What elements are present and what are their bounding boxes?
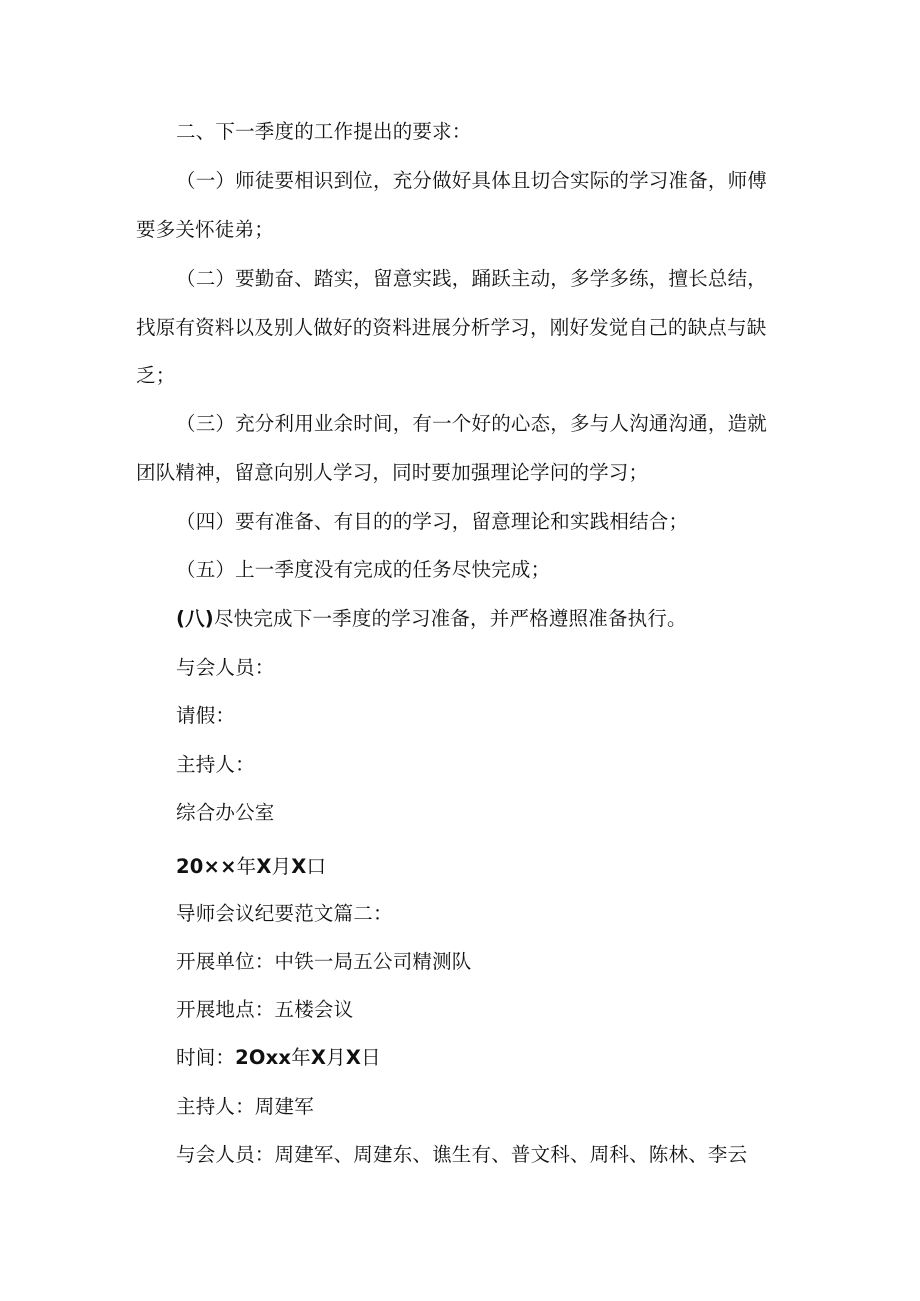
unit-line: 开展单位：中铁一局五公司精测队: [176, 950, 472, 973]
time-month: X: [310, 1046, 327, 1069]
time-day: X: [345, 1046, 362, 1069]
attendees-label: 与会人员：: [176, 656, 275, 679]
attendees2-line: 与会人员：周建军、周建东、谯生有、普文科、周科、陈林、李云: [176, 1143, 748, 1166]
item-2-line-3: 乏；: [136, 364, 176, 387]
date-line-1: [176, 853, 326, 881]
item-2-line-2: 找原有资料以及别人做好的资料进展分析学习，刚好发觉自己的缺点与缺: [136, 316, 767, 339]
section-heading: 二、下一季度的工作提出的要求：: [176, 120, 472, 143]
date1-day: X: [291, 855, 307, 878]
item-6-text: 尽快完成下一季度的学习准备，并严格遵照准备执行。: [213, 607, 687, 630]
item-3-line-2: 团队精神，留意向别人学习，同时要加强理论学问的学习；: [136, 461, 649, 484]
date1-nian: 年: [236, 855, 257, 878]
time-ri: 日: [361, 1046, 381, 1069]
item-2-line-1: （二）要勤奋、踏实，留意实践，踊跃主动，多学多练，擅长总结，: [176, 267, 768, 290]
item-6-line: [176, 605, 687, 633]
date1-yue: 月: [271, 855, 292, 878]
host-label: 主持人：: [176, 753, 255, 776]
time-yue: 月: [326, 1046, 346, 1069]
part2-title: 导师会议纪要范文篇二：: [176, 902, 393, 925]
date1-ri: 口: [306, 855, 327, 878]
date1-month: X: [256, 855, 272, 878]
time-line: [176, 1044, 381, 1072]
item-6-label: (八): [176, 607, 214, 630]
item-4-line-1: （四）要有准备、有目的的学习，留意理论和实践相结合；: [176, 510, 689, 533]
host2-line: 主持人：周建军: [176, 1095, 314, 1118]
office-name: 综合办公室: [176, 801, 275, 824]
time-year: 2Oxx: [235, 1046, 292, 1069]
item-5-line-1: （五）上一季度没有完成的任务尽快完成；: [176, 558, 551, 581]
time-label: 时间：: [176, 1046, 236, 1069]
time-nian: 年: [291, 1046, 311, 1069]
location-line: 开展地点：五楼会议: [176, 998, 354, 1021]
leave-label: 请假：: [176, 704, 236, 727]
item-3-line-1: （三）充分利用业余时间，有一个好的心态，多与人沟通沟通，造就: [176, 412, 768, 435]
date1-year: 20××: [176, 855, 237, 878]
item-1-line-2: 要多关怀徒弟；: [136, 218, 274, 241]
item-1-line-1: （一）师徒要相识到位，充分做好具体且切合实际的学习准备，师傅: [176, 169, 768, 192]
